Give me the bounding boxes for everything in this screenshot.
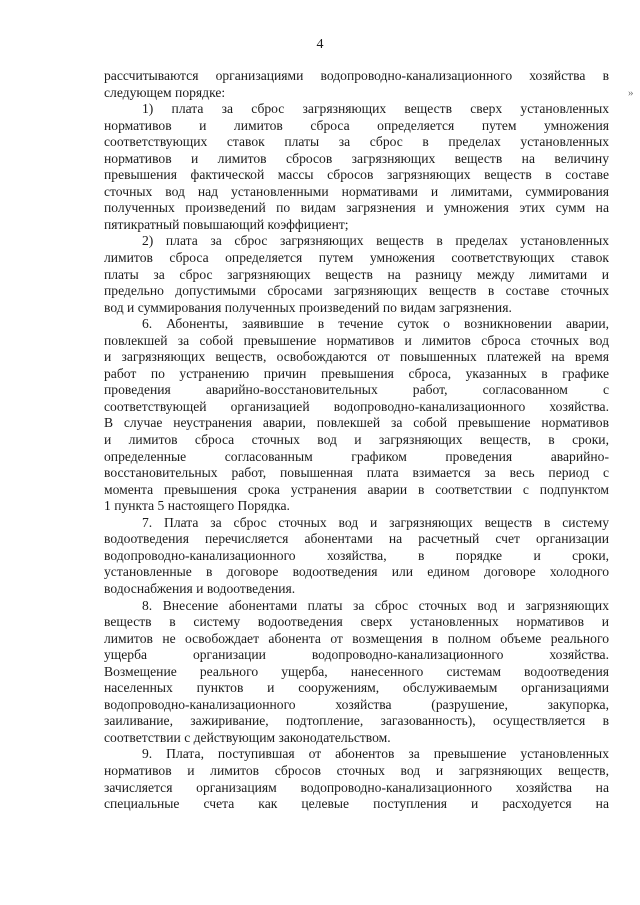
page-number: 4 — [316, 37, 324, 52]
text-line: превышения фактической массы сбросов загрязняющих веществ в составе — [104, 167, 609, 183]
text-line: нормативов и лимитов сбросов сточных вод и загрязняющих веществ, — [104, 762, 609, 778]
text-line: нормативов и лимитов сбросов загрязняющих веществ на величину — [104, 150, 609, 166]
text-line: сточных вод над установленными нормативами и лимитами, суммирования — [104, 183, 609, 199]
text-line: 8. Внесение абонентами платы за сброс сточных вод и загрязняющих — [142, 597, 609, 613]
text-line: лимитов сброса определяется путем умножения соответствующих ставок — [104, 250, 609, 266]
text-line: водопроводно-канализационного хозяйства (разрушение, закупорка, — [104, 696, 609, 712]
text-line: зачисляется организациям водопроводно-канализационного хозяйства на — [104, 779, 609, 795]
text-line: 2) плата за сброс загрязняющих веществ в пределах установленных — [142, 233, 609, 249]
text-line: населенных пунктов и сооружениям, обслуживаемым организациями — [104, 680, 609, 696]
text-line: 7. Плата за сброс сточных вод и загрязняющих веществ в систему — [142, 514, 609, 530]
text-line: работ по устранению причин превышения сброса, указанных в графике — [104, 365, 609, 381]
document-body — [104, 68, 609, 813]
text-line: лимитов не освобождает абонента от возмещения в полном объеме реального — [104, 630, 609, 646]
text-line: проведения аварийно-восстановительных работ, согласованном с — [104, 382, 609, 398]
text-line: водопроводно-канализационного хозяйства, в порядке и сроки, — [104, 547, 609, 563]
paragraph — [104, 515, 609, 598]
text-line: 1) плата за сброс загрязняющих веществ сверх установленных — [142, 101, 609, 117]
text-line: 6. Абоненты, заявившие в течение суток о возникновении аварии, — [142, 316, 609, 332]
text-line: платы за сброс загрязняющих веществ на разницу между лимитами и — [104, 266, 609, 282]
text-line: определенные согласованным графиком проведения аварийно- — [104, 448, 609, 464]
text-line: соответствии с действующим законодательством. — [104, 729, 391, 745]
text-line: следующем порядке: — [104, 84, 226, 100]
text-line: вод и суммирования полученных произведений по видам загрязнения. — [104, 299, 512, 315]
text-line: водоснабжения и водоотведения. — [104, 580, 296, 596]
text-line: веществ в систему водоотведения сверх установленных нормативов и — [104, 614, 609, 630]
text-line: нормативов и лимитов сброса определяется путем умножения — [104, 117, 609, 133]
text-line: предельно допустимыми сбросами загрязняющих веществ в составе сточных — [104, 283, 609, 299]
text-line: момента превышения срока устранения аварии в соответствии с подпунктом — [104, 481, 609, 497]
text-line: пятикратный повышающий коэффициент; — [104, 216, 349, 232]
text-line: 9. Плата, поступившая от абонентов за превышение установленных — [142, 746, 609, 762]
text-line: установленные в договоре водоотведения или едином договоре холодного — [104, 564, 609, 580]
text-line: ущерба организации водопроводно-канализационного хозяйства. — [104, 647, 609, 663]
text-line: и лимитов сброса сточных вод и загрязняющих веществ, в сроки, — [104, 432, 609, 448]
paragraph — [104, 746, 609, 812]
margin-mark: » — [628, 87, 634, 99]
text-line: соответствующей организацией водопроводно-канализационного хозяйства. — [104, 398, 609, 414]
text-line: Возмещение реального ущерба, нанесенного системам водоотведения — [104, 663, 609, 679]
paragraph — [104, 68, 609, 101]
paragraph — [104, 598, 609, 747]
text-line: восстановительных работ, повышенная плата взимается за весь период с — [104, 465, 609, 481]
text-line: заиливание, зажиривание, подтопление, загазованность), осуществляется в — [104, 713, 609, 729]
text-line: соответствующих ставок платы за сброс в пределах установленных — [104, 134, 609, 150]
text-line: 1 пункта 5 настоящего Порядка. — [104, 498, 290, 514]
text-line: повлекшей за собой превышение нормативов и лимитов сброса сточных вод — [104, 332, 609, 348]
paragraph — [104, 233, 609, 316]
paragraph — [104, 101, 609, 233]
paragraph — [104, 316, 609, 515]
text-line: водоотведения перечисляется абонентами на расчетный счет организации — [104, 531, 609, 547]
text-line: специальные счета как целевые поступления и расходуется на — [104, 796, 609, 812]
text-line: рассчитываются организациями водопроводно-канализационного хозяйства в — [104, 68, 609, 83]
text-line: В случае неустранения аварии, повлекшей за собой превышение нормативов — [104, 415, 609, 431]
text-line: полученных произведений по видам загрязнения и умножения этих сумм на — [104, 200, 609, 216]
text-line: и загрязняющих веществ, освобождаются от повышенных платежей на время — [104, 349, 609, 365]
